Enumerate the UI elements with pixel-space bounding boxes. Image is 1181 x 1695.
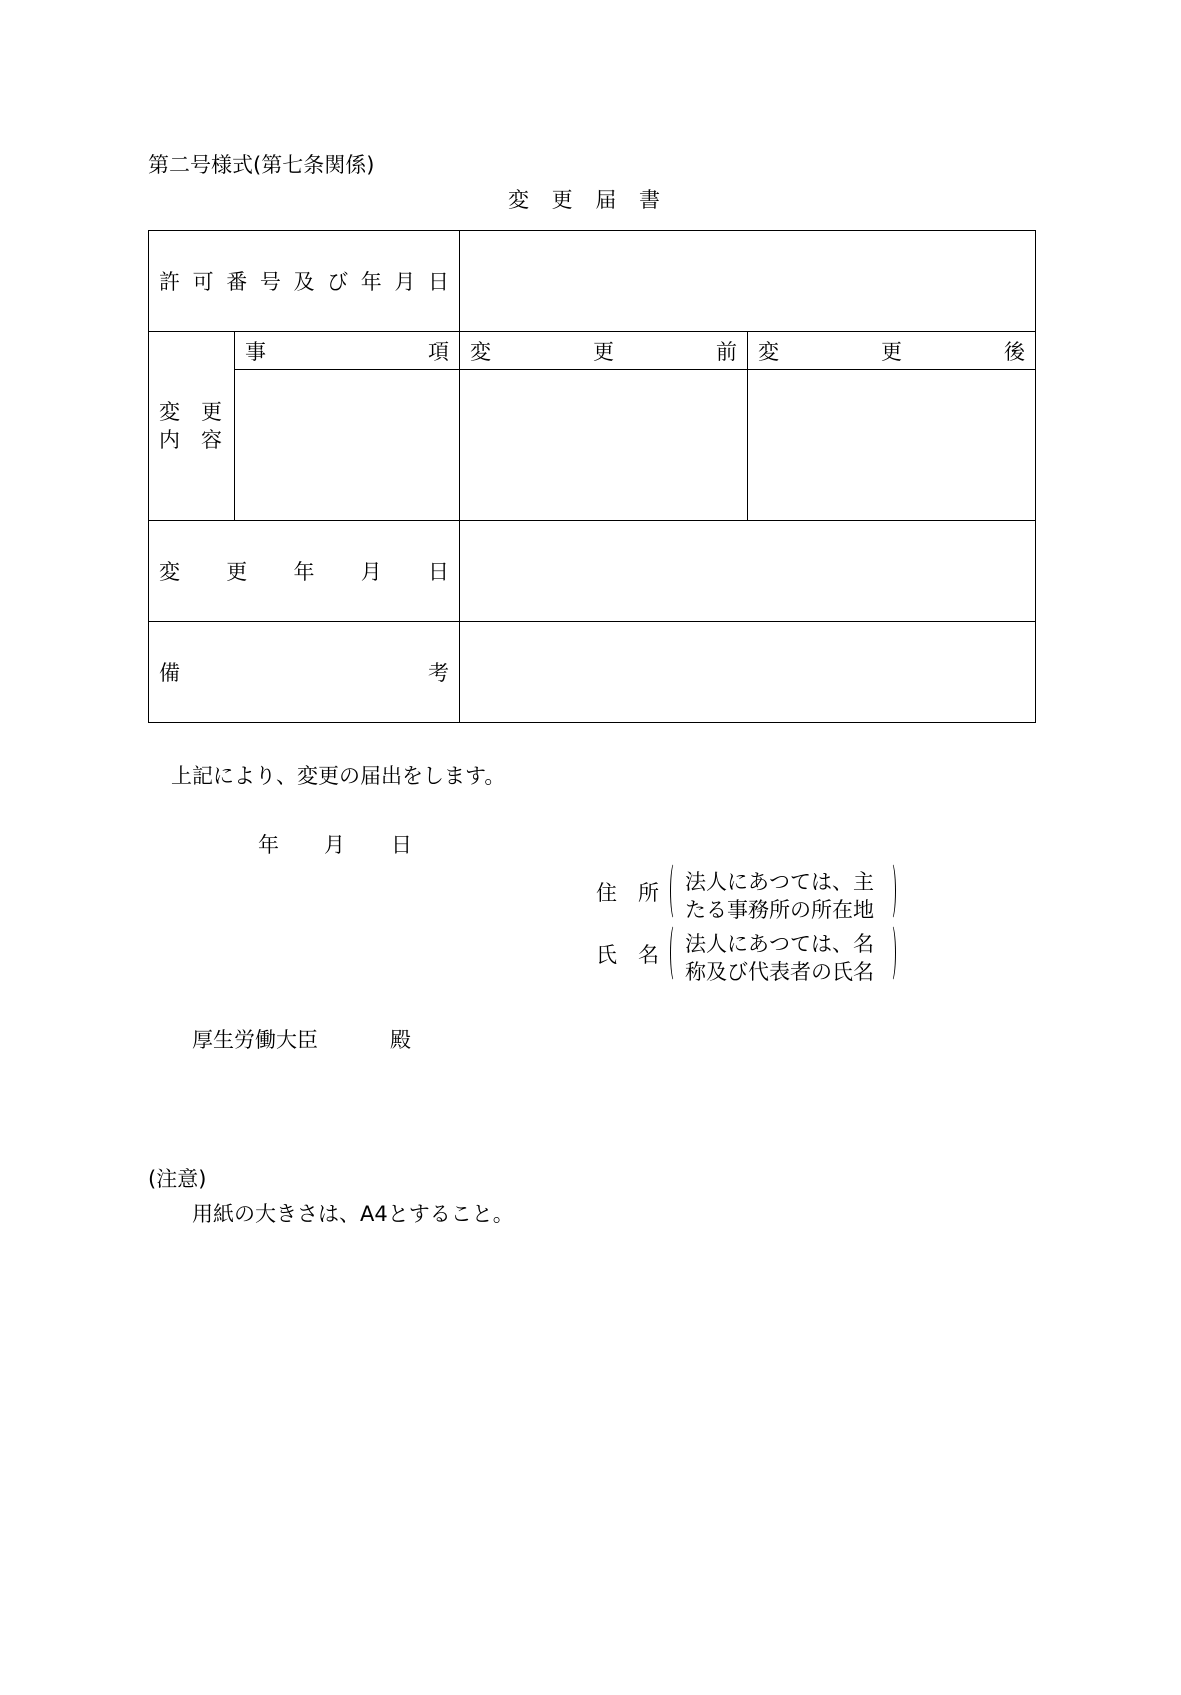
address-label: 住 所 [596,881,659,905]
left-paren-icon [670,862,679,920]
before-change-field[interactable] [460,370,748,521]
addressee: 厚生労働大臣 [192,1028,318,1052]
item-header: 事 項 [235,332,460,370]
item-field[interactable] [235,370,460,521]
honorific: 殿 [390,1028,411,1052]
address-note: 法人にあつては、主 たる事務所の所在地 [685,870,874,922]
title-char: 届 [595,188,617,212]
title-char: 変 [508,188,529,212]
remarks-label: 備 考 [149,622,460,723]
change-date-field[interactable] [460,521,1036,622]
notes-text: 用紙の大きさは、A4とすること。 [192,1202,514,1226]
before-change-header: 変 更 前 [460,332,748,370]
name-note: 法人にあつては、名 称及び代表者の氏名 [685,932,874,984]
left-paren-icon [670,924,679,982]
statement: 上記により、変更の届出をします。 [171,764,506,788]
remarks-field[interactable] [460,622,1036,723]
document-title [508,190,660,211]
change-notification-table [148,230,1036,723]
right-paren-icon [887,924,896,982]
permit-number-date-label: 許 可 番 号 及 び 年 月 日 [149,231,460,332]
right-paren-icon [887,862,896,920]
date-year: 年 [258,833,279,857]
permit-number-date-field[interactable] [460,231,1036,332]
title-char: 書 [638,188,660,212]
change-date-label: 変 更 年 月 日 [149,521,460,622]
name-label: 氏 名 [596,943,659,967]
date-day: 日 [391,833,412,857]
notes-heading: (注意) [148,1167,207,1191]
after-change-field[interactable] [748,370,1036,521]
form-number: 第二号様式(第七条関係) [148,153,375,177]
date-month: 月 [324,833,345,857]
change-content-label: 変 更 内 容 [149,332,235,521]
after-change-header: 変 更 後 [748,332,1036,370]
title-char: 更 [551,188,573,212]
